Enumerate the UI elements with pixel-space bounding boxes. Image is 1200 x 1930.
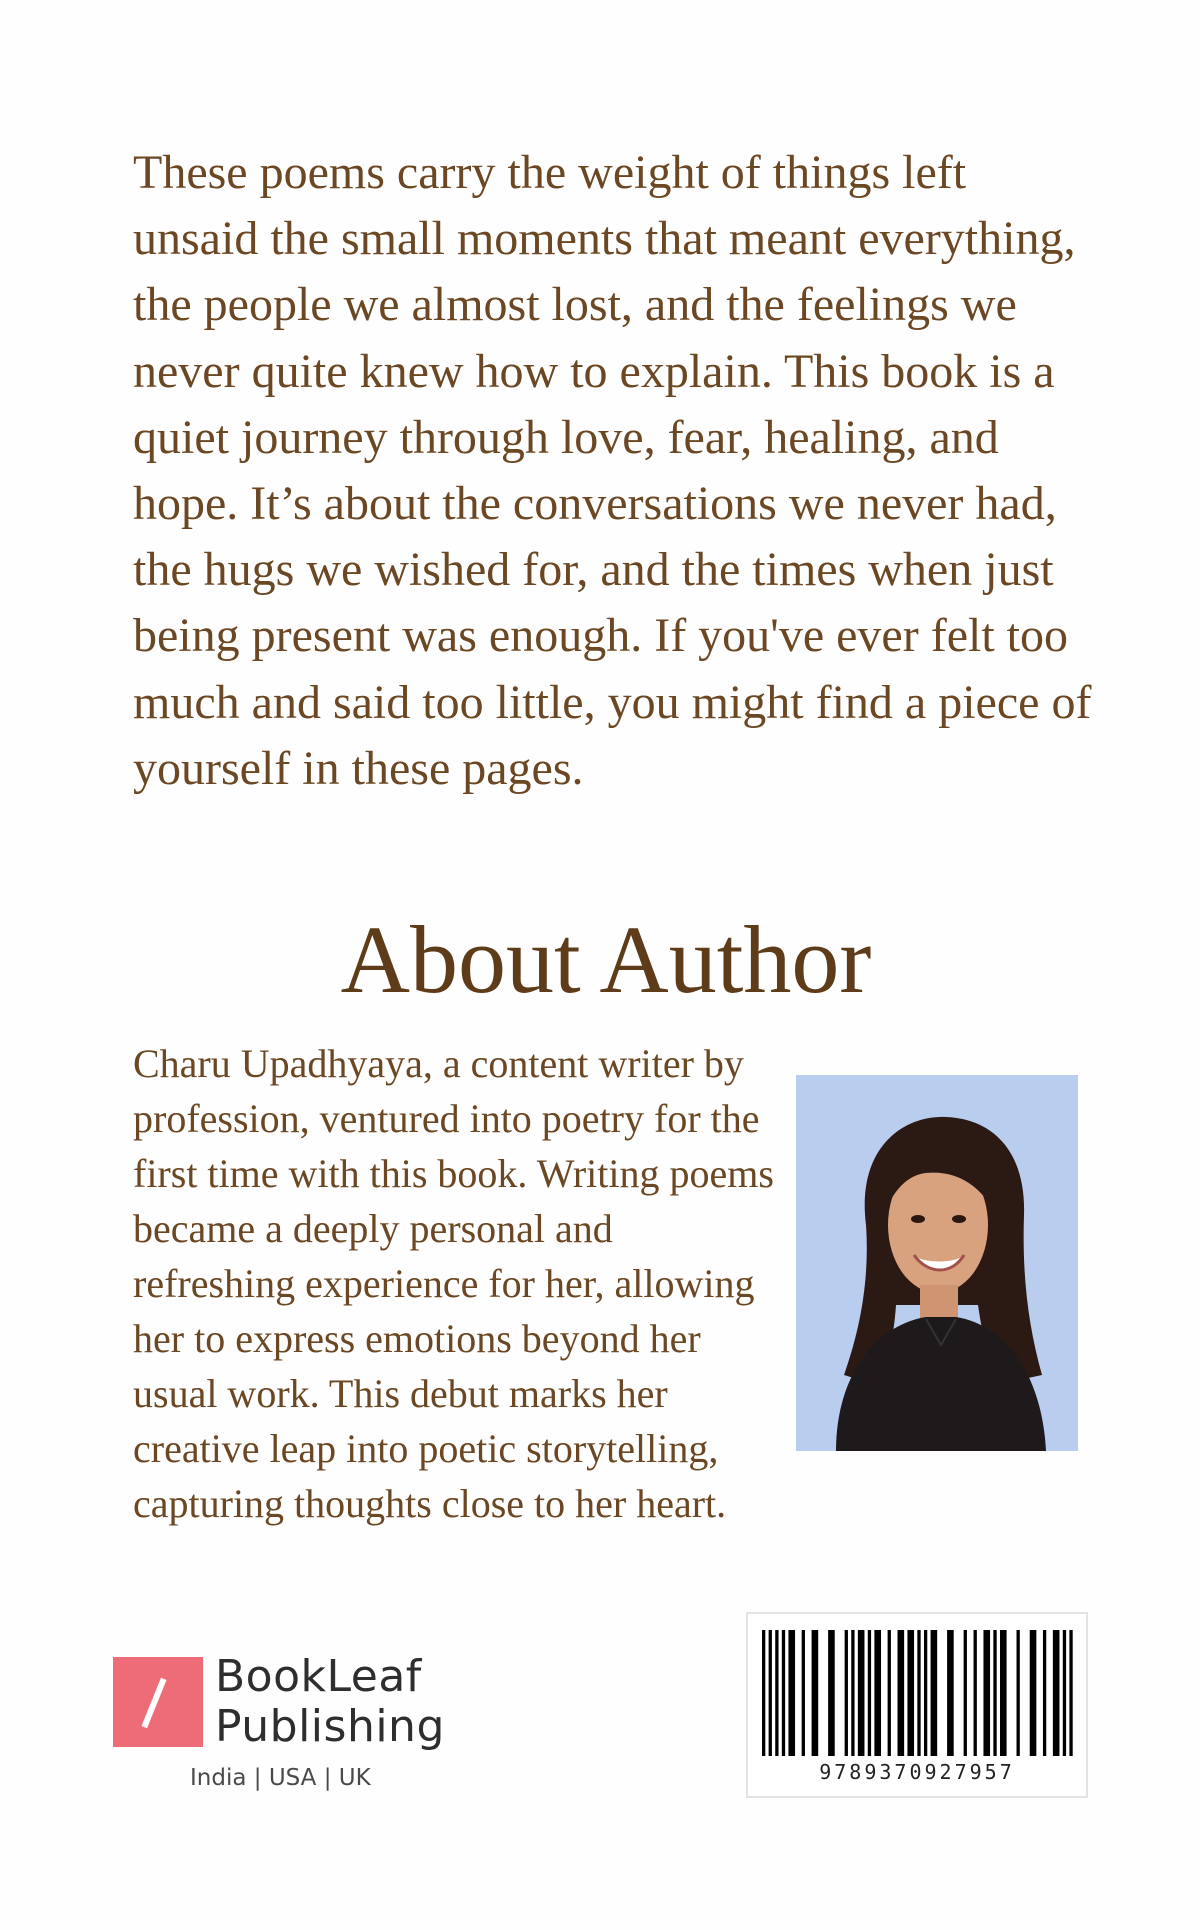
publisher-name-line2: Publishing [215,1701,445,1752]
barcode-bar [1063,1630,1066,1756]
barcode-bar [907,1630,914,1756]
barcode-bar [917,1630,920,1756]
barcode-bar [874,1630,881,1756]
barcode-bar [828,1630,835,1756]
barcode-bar [788,1630,795,1756]
barcode-bar [851,1630,854,1756]
isbn-barcode [746,1612,1088,1798]
barcode-bar [1000,1630,1007,1756]
author-photo [796,1075,1078,1451]
barcode-bar [924,1630,927,1756]
barcode-bar [983,1630,990,1756]
barcode-bar [858,1630,865,1756]
barcode-bar [1017,1630,1020,1756]
barcode-bar [1053,1630,1060,1756]
barcode-bar [931,1630,938,1756]
barcode-bar [898,1630,905,1756]
author-bio: Charu Upadhyaya, a content writer by profession, ventured into poetry for the first time with this book. Writing poems became a deeply personal and refreshing experience for her, allowing her to express emotions beyond her usual work. This debut marks her creative leap into poetic storytelling, capturing thoughts close to her heart. [133,1041,774,1526]
isbn-number: 9789370927957 [819,1760,1015,1784]
publisher-name-line1: BookLeaf [215,1651,422,1702]
about-author-heading: About Author [340,906,872,1013]
barcode-bar [1043,1630,1046,1756]
barcode-bars [762,1630,1076,1756]
barcode-bar [845,1630,848,1756]
publisher-logo [113,1652,443,1752]
barcode-bar [782,1630,785,1756]
barcode-bar [812,1630,819,1756]
barcode-bar [888,1630,891,1756]
barcode-bar [964,1630,967,1756]
barcode-bar [1069,1630,1072,1756]
barcode-bar [769,1630,772,1756]
barcode-bar [868,1630,871,1756]
barcode-bar [974,1630,977,1756]
barcode-bar [1030,1630,1037,1756]
publisher-regions: India | USA | UK [190,1765,371,1791]
book-blurb: These poems carry the weight of things left unsaid the small moments that meant everything, the people we almost lost, and the feelings we never quite knew how to explain. This book is a quiet journey through love, fear, healing, and hope. It’s about the conversations we never had, the hugs we wished for, and the times when just being present was enough. If you've ever felt too much and said too little, you might find a piece of yourself in these pages. [133,146,1092,795]
barcode-bar [762,1630,765,1756]
slash-logo-icon [113,1657,203,1747]
barcode-bar [775,1630,778,1756]
barcode-bar [993,1630,996,1756]
barcode-bar [947,1630,954,1756]
barcode-bar [802,1630,805,1756]
